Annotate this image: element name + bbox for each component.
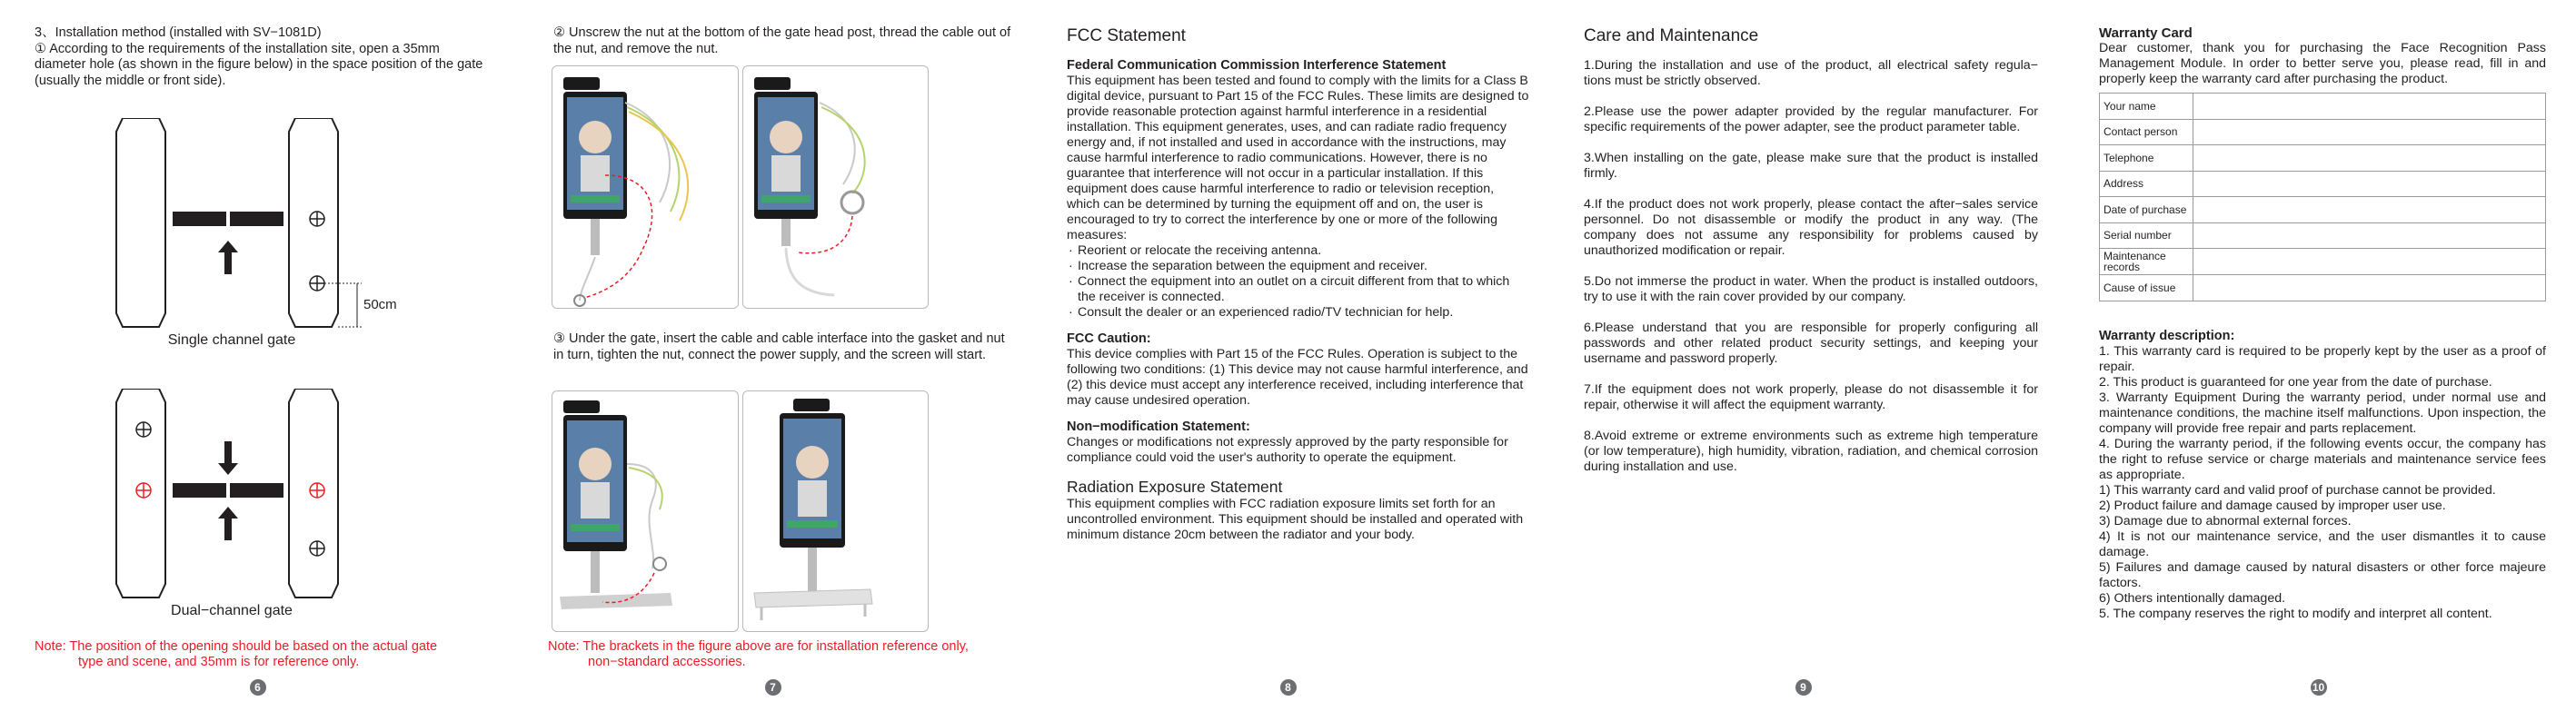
warranty-card (2099, 25, 2546, 622)
field-value[interactable] (2193, 94, 2546, 120)
radiation-body: This equipment complies with FCC radiation exposure limits set forth for an uncontrolled environment. This equipment should be installed and operated with minimum distance 20cm between the radiator and your body. (1067, 497, 1524, 542)
field-value[interactable] (2193, 275, 2546, 301)
page-7 (515, 0, 1030, 721)
table-row (2100, 197, 2546, 223)
nonmod-body: Changes or modifications not expressly approved by the party responsible for compliance could void the user's authority to operate the equipment. (1067, 435, 1508, 465)
radiation-heading: Radiation Exposure Statement (1067, 478, 1283, 496)
hole-marker-icon (136, 422, 151, 437)
list-item: 1. This warranty card is required to be properly kept by the user as a proof of repair. (2099, 343, 2546, 374)
field-label: Address (2100, 171, 2193, 197)
field-label: Maintenance records (2100, 249, 2193, 275)
table-row (2100, 171, 2546, 197)
warranty-intro: Dear customer, thank you for purchasing the Face Recognition Pass Management Module. In order to better serve you, please read, fill in and properly keep the warranty card after purchasing the product. (2099, 41, 2546, 86)
dimension-label: 50cm (363, 297, 397, 312)
field-value[interactable] (2193, 171, 2546, 197)
field-label: Contact person (2100, 119, 2193, 145)
list-item: 5. The company reserves the right to modify and interpret all content. (2099, 606, 2492, 621)
device-stand-cable-photo (552, 390, 739, 632)
field-label: Telephone (2100, 145, 2193, 172)
list-item: 4.If the product does not work properly, please contact the after−sales service personnel. Do not disassemble or modify the product in any way. (The company does not assume any responsibility for problems caused by unauthorized modification or repair. (1584, 197, 2038, 258)
dual-channel-gate-diagram (109, 389, 354, 607)
opening-note (35, 639, 489, 670)
table-row (2100, 119, 2546, 145)
list-item: 1.During the installation and use of the product, all electrical safety regula− tions must be strictly observed. (1584, 58, 2038, 88)
field-value[interactable] (2193, 222, 2546, 249)
list-item: 5.Do not immerse the product in water. When the product is installed outdoors, try to use it with the rain cover provided by our company. (1584, 274, 2038, 304)
single-channel-gate-diagram (109, 118, 409, 336)
list-item: 2. This product is guaranteed for one year from the date of purchase. (2099, 374, 2492, 390)
note-line-1: Note: The brackets in the figure above are for installation reference only, (548, 639, 969, 654)
installation-step2: ② Unscrew the nut at the bottom of the gate head post, thread the cable out of the nut, and remove the nut. (553, 25, 1011, 56)
care-title: Care and Maintenance (1584, 26, 1759, 45)
fcc-interference-heading: Federal Communication Commission Interference Statement (1067, 58, 1447, 73)
page-number: 9 (1546, 679, 2061, 696)
list-item: 8.Avoid extreme or extreme environments such as extreme high temperature (or low temperature), high humidity, vibration, radiation, and chemical corrosion during installation and use. (1584, 429, 2038, 474)
device-installed-photo (742, 390, 929, 632)
page-8 (1030, 0, 1546, 721)
list-item: 6) Others intentionally damaged. (2099, 590, 2286, 606)
field-label: Date of purchase (2100, 197, 2193, 223)
field-value[interactable] (2193, 145, 2546, 172)
nonmod-heading: Non−modification Statement: (1067, 420, 1250, 434)
list-item: 4. During the warranty period, if the following events occur, the company has the right to refuse service or charge materials and maintenance service fees as appropriate. (2099, 436, 2546, 482)
table-row (2100, 275, 2546, 301)
care-maintenance (1584, 25, 2038, 490)
single-channel-caption: Single channel gate (167, 332, 296, 348)
warranty-desc-heading: Warranty description: (2099, 328, 2235, 343)
dual-channel-caption: Dual−channel gate (171, 603, 293, 618)
fcc-statement (1067, 25, 1530, 543)
list-item: 2.Please use the power adapter provided by the regular manufacturer. For specific requirements of the power adapter, see the product parameter table. (1584, 104, 2038, 134)
page-6 (0, 0, 515, 721)
installation-heading: 3、Installation method (installed with SV−1081D) (35, 25, 322, 40)
page-number: 8 (1030, 679, 1546, 696)
list-item: 2) Product failure and damage caused by improper user use. (2099, 498, 2446, 513)
list-item: 5) Failures and damage caused by natural disasters or other force majeure factors. (2099, 559, 2546, 590)
installation-step1: ① According to the requirements of the installation site, open a 35mm diameter hole (as shown in the figure below) in the space position of the gate (usually the middle or front side). (35, 41, 483, 88)
fcc-measures-list (1067, 243, 1530, 321)
fcc-caution-body: This device complies with Part 15 of the FCC Rules. Operation is subject to the following two conditions: (1) This device may not cause harmful interference, and (2) this device must accept any interference received, including interference that may cause undesired operation. (1067, 347, 1528, 408)
list-item: 7.If the equipment does not work properly, please do not disassemble it for repair, otherwise it will affect the equipment warranty. (1584, 382, 2038, 412)
page-9 (1546, 0, 2061, 721)
device-nut-removed-photo (742, 65, 929, 309)
page-number: 10 (2061, 679, 2576, 696)
table-row (2100, 94, 2546, 120)
field-value[interactable] (2193, 249, 2546, 275)
field-value[interactable] (2193, 197, 2546, 223)
hole-marker-icon (310, 212, 324, 226)
note-line-1: Note: The position of the opening should be based on the actual gate (35, 639, 438, 654)
table-row (2100, 222, 2546, 249)
warranty-form-table (2099, 93, 2546, 301)
note-line-2: type and scene, and 35mm is for reference only. (78, 655, 360, 669)
table-row (2100, 145, 2546, 172)
fcc-interference-body: This equipment has been tested and found to comply with the limits for a Class B digital device, pursuant to Part 15 of the FCC Rules. These limits are designed to provide reasonable protection against harmful interference in a residential installation. This equipment generates, uses, and can radiate radio frequency energy and, if not installed and used in accordance with the instructions, may cause harmful interference to radio communications. However, there is no guarantee that interference will not occur in a particular installation. If this equipment does cause harmful interference to radio or television reception, which can be determined by turning the equipment off and on, the user is encouraged to try to correct the interference by one or more of the following measures: (1067, 74, 1529, 242)
list-item: 3) Damage due to abnormal external forces. (2099, 513, 2352, 528)
list-item: 3. Warranty Equipment During the warranty period, under normal use and maintenance conditions, the machine itself malfunctions. Upon inspection, the company will provide free repair and parts replacement. (2099, 390, 2546, 436)
list-item: 1) This warranty card and valid proof of purchase cannot be provided. (2099, 482, 2496, 498)
list-item: · Reorient or relocate the receiving antenna. (1067, 243, 1530, 259)
hole-marker-icon (310, 541, 324, 556)
hole-marker-red-icon (136, 483, 151, 498)
list-item: 4) It is not our maintenance service, and the user dismantles it to cause damage. (2099, 528, 2546, 559)
list-item: · Increase the separation between the equipment and receiver. (1067, 259, 1530, 274)
device-cable-photo (552, 65, 739, 309)
list-item: 3.When installing on the gate, please make sure that the product is installed firmly. (1584, 151, 2038, 181)
list-item: · Consult the dealer or an experienced radio/TV technician for help. (1067, 305, 1530, 321)
installation-intro (35, 25, 487, 89)
installation-step3: ③ Under the gate, insert the cable and cable interface into the gasket and nut in turn, tighten the nut, connect the power supply, and the screen will start. (553, 331, 1005, 362)
page-number: 7 (515, 679, 1030, 696)
list-item: · Connect the equipment into an outlet on a circuit different from that to which the receiver is connected. (1067, 274, 1530, 305)
warranty-title: Warranty Card (2099, 25, 2193, 41)
hole-marker-icon (310, 276, 324, 291)
field-value[interactable] (2193, 119, 2546, 145)
table-row (2100, 249, 2546, 275)
hole-marker-red-icon (310, 483, 324, 498)
page-10 (2061, 0, 2576, 721)
fcc-title: FCC Statement (1067, 26, 1186, 45)
bracket-note (548, 639, 1011, 670)
note-line-2: non−standard accessories. (588, 655, 746, 669)
list-item: 6.Please understand that you are responsible for properly configuring all passwords and other related product security settings, and keeping your username and password properly. (1584, 321, 2038, 366)
field-label: Serial number (2100, 222, 2193, 249)
page-number: 6 (0, 679, 515, 696)
fcc-caution-heading: FCC Caution: (1067, 331, 1151, 346)
field-label: Cause of issue (2100, 275, 2193, 301)
field-label: Your name (2100, 94, 2193, 120)
